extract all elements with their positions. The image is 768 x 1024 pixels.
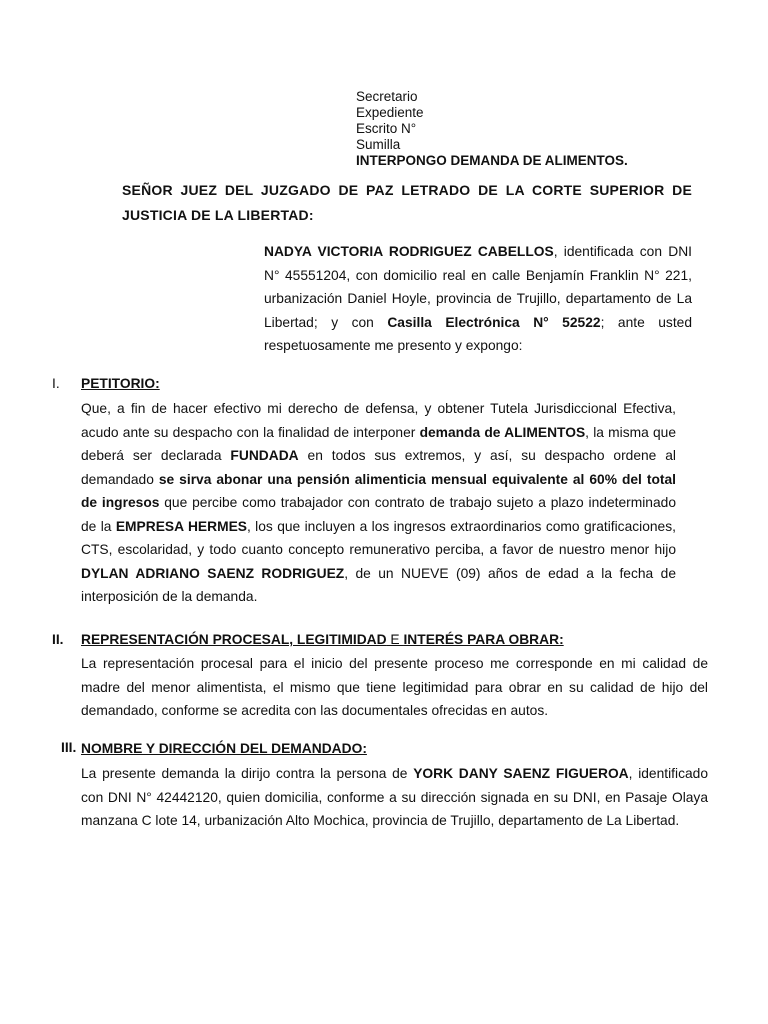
s1-text-3: en todos sus extremos, y así, su despacho ordene al demandado bbox=[81, 448, 676, 487]
s1-bold-demanda: demanda de ALIMENTOS bbox=[419, 424, 586, 440]
s1-bold-pension: se sirva abonar una pensión alimenticia mensual equivalente al 60% del total de ingresos bbox=[81, 471, 676, 510]
intro-text-2: ; ante usted respetuosamente me presento y expongo: bbox=[264, 314, 692, 353]
s3-text-2: , identificado con DNI N° 42442120, quien domicilia, conforme a su dirección signada en su DNI, en Pasaje Olaya manzana C lote 14, urbanización Alto Mochica, provincia de Trujillo, departamento de La Libertad. bbox=[81, 766, 708, 828]
sumilla-label: Sumilla bbox=[356, 137, 401, 152]
s1-text-1: Que, a fin de hacer efectivo mi derecho de defensa, y obtener Tutela Jurisdiccional Efectiva, acudo ante su despacho con la finalidad de interponer bbox=[81, 401, 676, 440]
section-3-number: III. bbox=[61, 740, 77, 755]
s3-text-1: La presente demanda la dirijo contra la persona de bbox=[81, 766, 414, 781]
s1-bold-child-name: DYLAN ADRIANO SAENZ RODRIGUEZ bbox=[81, 565, 345, 581]
section-1-body bbox=[81, 397, 676, 609]
escrito-label: Escrito N° bbox=[356, 121, 417, 136]
casilla-electronica: Casilla Electrónica N° 52522 bbox=[387, 314, 601, 330]
s1-text-5: , los que incluyen a los ingresos extraordinarios como gratificaciones, CTS, escolaridad, y todo cuanto concepto remunerativo perciba, a favor de nuestro menor hijo bbox=[81, 518, 676, 557]
addressee: SEÑOR JUEZ DEL JUZGADO DE PAZ LETRADO DE LA CORTE SUPERIOR DE JUSTICIA DE LA LIBERTAD: bbox=[122, 182, 692, 223]
secretario-label: Secretario bbox=[356, 89, 418, 104]
header-block bbox=[356, 89, 628, 169]
s1-bold-empresa: EMPRESA HERMES bbox=[115, 518, 247, 534]
section-1-number: I. bbox=[52, 376, 60, 391]
section-2-title bbox=[81, 632, 564, 647]
section-2-number: II. bbox=[52, 632, 64, 647]
section-1-title: PETITORIO: bbox=[81, 376, 160, 391]
intro-paragraph bbox=[264, 240, 692, 358]
section-3-body bbox=[81, 762, 708, 833]
intro-text-1: , identificada con DNI N° 45551204, con domicilio real en calle Benjamín Franklin N° 221, urbanización Daniel Hoyle, provincia de Trujillo, departamento de La Libertad; y con bbox=[264, 244, 692, 330]
section-3-title: NOMBRE Y DIRECCIÓN DEL DEMANDADO: bbox=[81, 741, 367, 756]
document-subject: INTERPONGO DEMANDA DE ALIMENTOS. bbox=[356, 153, 628, 168]
defendant-name: YORK DANY SAENZ FIGUEROA bbox=[413, 766, 629, 781]
s1-text-4: que percibe como trabajador con contrato de trabajo sujeto a plazo indeterminado de la bbox=[81, 495, 676, 534]
s1-bold-fundada: FUNDADA bbox=[230, 448, 299, 463]
s2-title-a: REPRESENTACIÓN PROCESAL, LEGITIMIDAD bbox=[81, 632, 387, 647]
s2-title-e: E bbox=[386, 632, 404, 647]
plaintiff-name: NADYA VICTORIA RODRIGUEZ CABELLOS bbox=[264, 244, 554, 259]
s1-text-2: , la misma que deberá ser declarada bbox=[81, 424, 676, 463]
s1-text-6: , de un NUEVE (09) años de edad a la fecha de interposición de la demanda. bbox=[81, 565, 676, 604]
expediente-label: Expediente bbox=[356, 105, 424, 120]
s2-title-b: INTERÉS PARA OBRAR: bbox=[403, 632, 564, 647]
section-2-body: La representación procesal para el inicio del presente proceso me corresponde en mi calidad de madre del menor alimentista, el mismo que tiene legitimidad para obrar en su calidad de hijo del demandado, conforme se acredita con las documentales ofrecidas en autos. bbox=[81, 656, 708, 718]
